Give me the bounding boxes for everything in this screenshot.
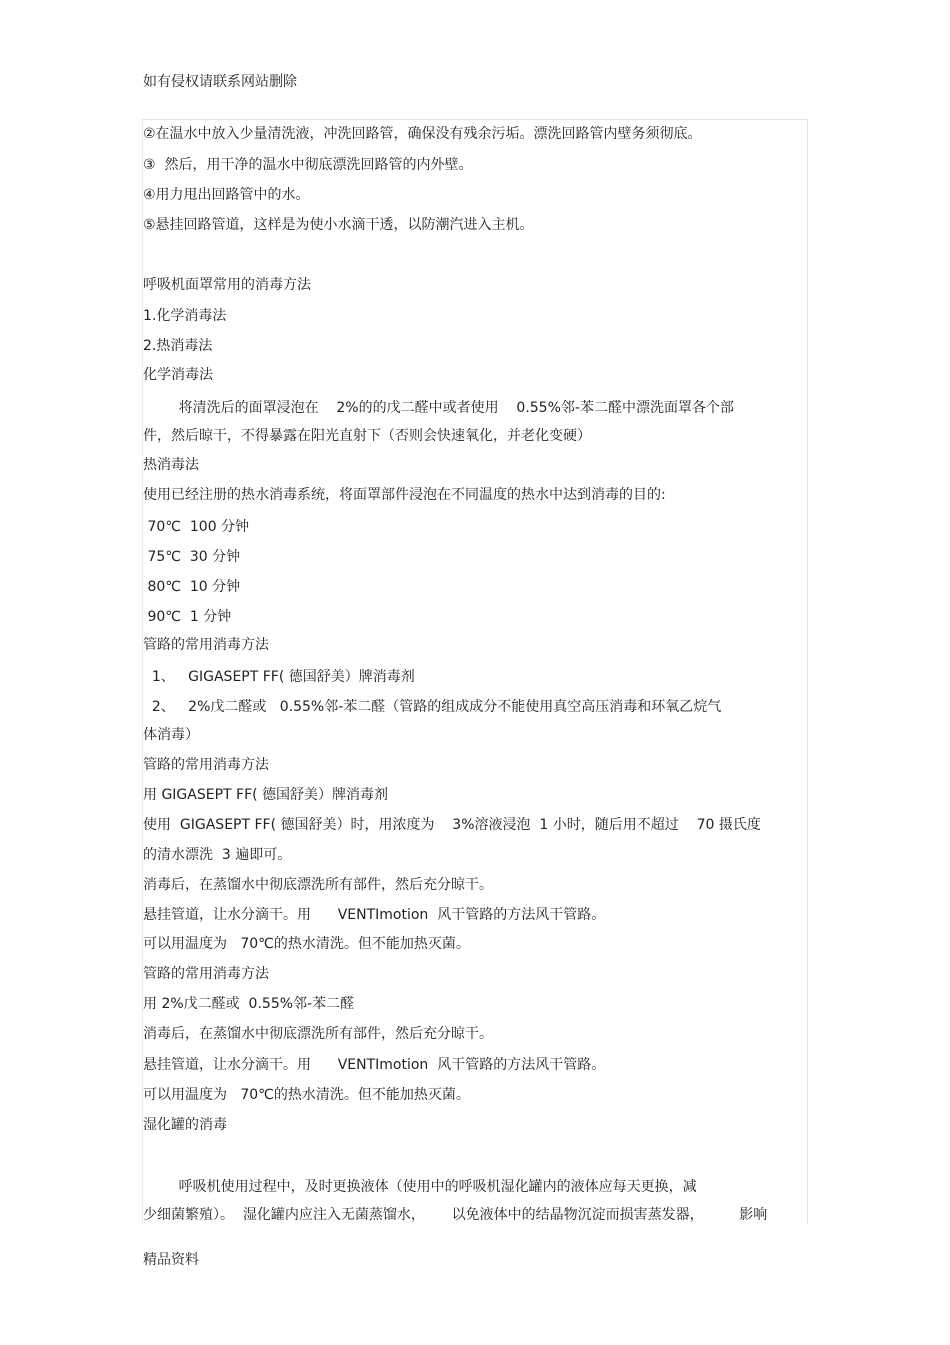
section-heading: 湿化罐的消毒 xyxy=(143,1117,227,1133)
text-line: 2.热消毒法 xyxy=(143,338,213,354)
text-line: 件，然后晾干，不得暴露在阳光直射下（否则会快速氧化，并老化变硬） xyxy=(143,428,591,444)
temperature-row: 90℃ 1 分钟 xyxy=(143,609,232,625)
text-line: 1.化学消毒法 xyxy=(143,308,227,324)
section-heading: 呼吸机面罩常用的消毒方法 xyxy=(143,277,311,293)
text-line: 悬挂管道，让水分滴干。用 VENTImotion 风干管路的方法风干管路。 xyxy=(143,1057,606,1073)
text-line: 悬挂管道，让水分滴干。用 VENTImotion 风干管路的方法风干管路。 xyxy=(143,907,606,923)
section-heading: 管路的常用消毒方法 xyxy=(143,757,269,773)
page-header: 如有侵权请联系网站删除 xyxy=(143,74,297,90)
text-line: 可以用温度为 70℃的热水清洗。但不能加热灭菌。 xyxy=(143,1087,470,1103)
temperature-row: 75℃ 30 分钟 xyxy=(143,549,241,565)
text-line: ④用力甩出回路管中的水。 xyxy=(143,187,310,203)
text-line: 消毒后，在蒸馏水中彻底漂洗所有部件，然后充分晾干。 xyxy=(143,877,493,893)
text-line: 消毒后，在蒸馏水中彻底漂洗所有部件，然后充分晾干。 xyxy=(143,1026,493,1042)
section-heading: 化学消毒法 xyxy=(143,367,213,383)
text-line: 的清水漂洗 3 遍即可。 xyxy=(143,847,292,863)
text-line: 使用已经注册的热水消毒系统，将面罩部件浸泡在不同温度的热水中达到消毒的目的: xyxy=(143,487,666,503)
section-heading: 管路的常用消毒方法 xyxy=(143,637,269,653)
text-line: 用 GIGASEPT FF( 德国舒美）牌消毒剂 xyxy=(143,787,389,803)
temperature-row: 80℃ 10 分钟 xyxy=(143,579,241,595)
text-line: 使用 GIGASEPT FF( 德国舒美）时，用浓度为 3%溶液浸泡 1 小时，随后用不超过 70 摄氏度 xyxy=(143,817,761,833)
list-item: 1、 GIGASEPT FF( 德国舒美）牌消毒剂 xyxy=(143,669,415,685)
text-line: 将清洗后的面罩浸泡在 2%的的戊二醛中或者使用 0.55%邻-苯二醛中漂洗面罩各个部 xyxy=(143,400,734,416)
text-line: ⑤悬挂回路管道，这样是为使小水滴干透，以防潮汽进入主机。 xyxy=(143,217,534,233)
temperature-row: 70℃ 100 分钟 xyxy=(143,519,250,535)
text-line: 呼吸机使用过程中，及时更换液体（使用中的呼吸机湿化罐内的液体应每天更换，减 xyxy=(143,1179,697,1195)
text-line: ②在温水中放入少量清洗液，冲洗回路管，确保没有残余污垢。漂洗回路管内壁务须彻底。 xyxy=(143,126,702,142)
page-footer: 精品资料 xyxy=(143,1252,199,1268)
text-line: 体消毒） xyxy=(143,727,199,743)
text-line: 用 2%戊二醛或 0.55%邻-苯二醛 xyxy=(143,996,355,1012)
section-heading: 热消毒法 xyxy=(143,457,199,473)
text-line: 可以用温度为 70℃的热水清洗。但不能加热灭菌。 xyxy=(143,936,470,952)
section-heading: 管路的常用消毒方法 xyxy=(143,966,269,982)
text-line: 少细菌繁殖）。 湿化罐内应注入无菌蒸馏水， 以免液体中的结晶物沉淀而损害蒸发器， 影响 xyxy=(143,1207,768,1223)
list-item: 2、 2%戊二醛或 0.55%邻-苯二醛（管路的组成成分不能使用真空高压消毒和环氧乙烷气 xyxy=(143,699,722,715)
text-line: ③ 然后，用干净的温水中彻底漂洗回路管的内外壁。 xyxy=(143,157,473,173)
